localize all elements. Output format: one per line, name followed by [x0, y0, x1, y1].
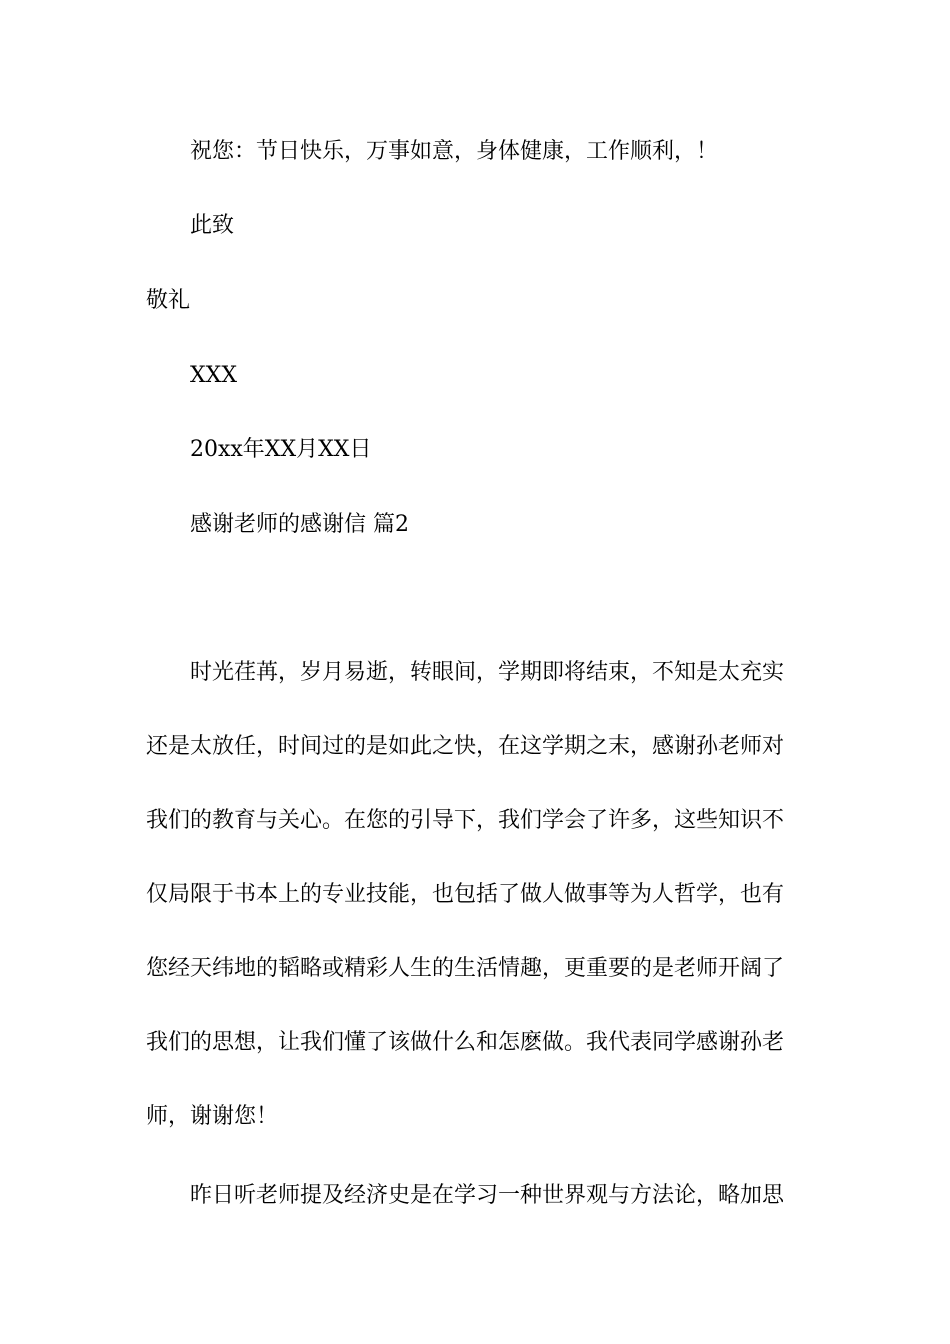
paragraph-line: 师，谢谢您！	[146, 1104, 279, 1129]
signature: XXX	[190, 363, 237, 388]
paragraph-line: 我们的思想，让我们懂了该做什么和怎麽做。我代表同学感谢孙老	[146, 1030, 785, 1055]
paragraph-line: 昨日听老师提及经济史是在学习一种世界观与方法论，略加思	[190, 1183, 785, 1208]
section-heading: 感谢老师的感谢信 篇2	[190, 512, 409, 537]
paragraph-line: 我们的教育与关心。在您的引导下，我们学会了许多，这些知识不	[146, 808, 785, 833]
paragraph-line: 您经天纬地的韬略或精彩人生的生活情趣，更重要的是老师开阔了	[146, 956, 785, 981]
paragraph-line: 时光荏苒，岁月易逝，转眼间，学期即将结束，不知是太充实	[190, 660, 785, 685]
letter-date: 20xx年XX月XX日	[190, 437, 372, 462]
paragraph-1	[146, 659, 806, 1177]
closing-wish: 祝您：节日快乐，万事如意，身体健康，工作顺利，！	[190, 139, 719, 164]
paragraph-line: 仅局限于书本上的专业技能，也包括了做人做事等为人哲学，也有	[146, 882, 785, 907]
closing-salutation-1: 此致	[190, 213, 235, 238]
paragraph-2	[146, 1182, 806, 1256]
paragraph-line: 还是太放任，时间过的是如此之快，在这学期之末，感谢孙老师对	[146, 734, 785, 759]
closing-salutation-2: 敬礼	[146, 288, 191, 313]
